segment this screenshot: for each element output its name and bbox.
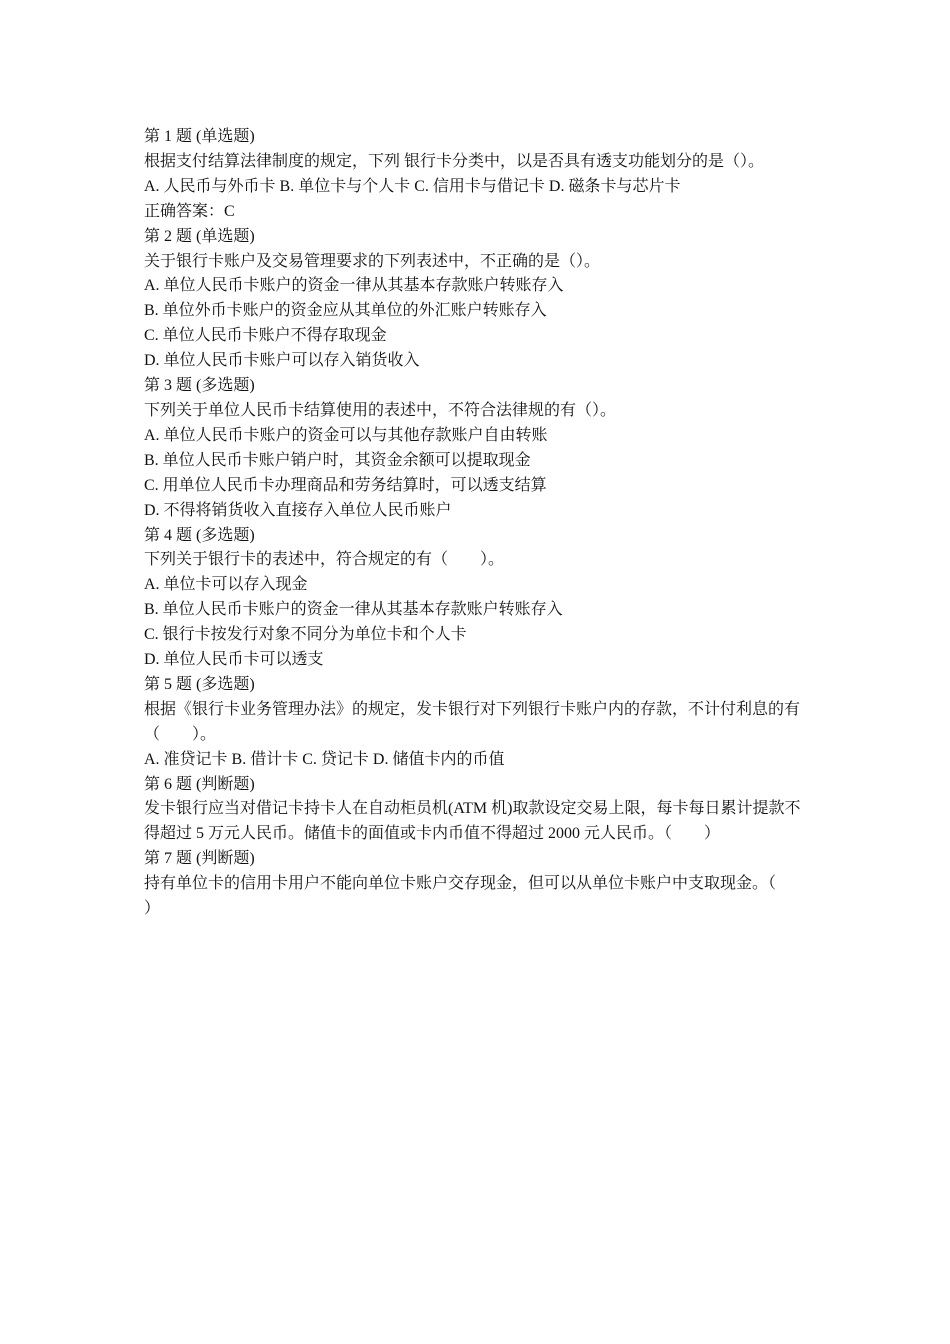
question-4-option-d: D. 单位人民币卡可以透支 <box>144 651 324 669</box>
question-3-option-a: A. 单位人民币卡账户的资金可以与其他存款账户自由转账 <box>144 426 548 444</box>
question-7-stem: 持有单位卡的信用卡用户不能向单位卡账户交存现金，但可以从单位卡账户中支取现金。（ ） <box>144 875 809 918</box>
question-3-header: 第 3 题 (多选题) <box>144 377 255 395</box>
question-2-option-b: B. 单位外币卡账户的资金应从其单位的外汇账户转账存入 <box>144 302 547 320</box>
question-2-option-a: A. 单位人民币卡账户的资金一律从其基本存款账户转账存入 <box>144 277 564 295</box>
question-1-options: A. 人民币与外币卡 B. 单位卡与个人卡 C. 信用卡与借记卡 D. 磁条卡与芯片卡 <box>144 177 681 195</box>
question-3-option-b: B. 单位人民币卡账户销户时，其资金余额可以提取现金 <box>144 451 531 469</box>
question-4-stem: 下列关于银行卡的表述中，符合规定的有（ ）。 <box>144 551 505 569</box>
question-3-option-c: C. 用单位人民币卡办理商品和劳务结算时，可以透支结算 <box>144 476 547 494</box>
document-body <box>144 125 814 922</box>
question-4-header: 第 4 题 (多选题) <box>144 526 255 544</box>
question-4-option-c: C. 银行卡按发行对象不同分为单位卡和个人卡 <box>144 626 467 644</box>
question-3-stem: 下列关于单位人民币卡结算使用的表述中，不符合法律规的有（）。 <box>144 401 617 419</box>
question-2-option-d: D. 单位人民币卡账户可以存入销货收入 <box>144 352 420 370</box>
question-4-option-b: B. 单位人民币卡账户的资金一律从其基本存款账户转账存入 <box>144 601 563 619</box>
question-6-stem: 发卡银行应当对借记卡持卡人在自动柜员机(ATM 机)取款设定交易上限，每卡每日累计提款不得超过 5 万元人民币。储值卡的面值或卡内币值不得超过 2000 元人民币。（ ） <box>144 800 801 843</box>
question-4-option-a: A. 单位卡可以存入现金 <box>144 576 308 594</box>
question-3-option-d: D. 不得将销货收入直接存入单位人民币账户 <box>144 501 452 519</box>
question-1-header: 第 1 题 (单选题) <box>144 128 255 145</box>
question-5-header: 第 5 题 (多选题) <box>144 675 255 693</box>
question-5-options: A. 准贷记卡 B. 借计卡 C. 贷记卡 D. 储值卡内的币值 <box>144 750 505 768</box>
question-1-answer: 正确答案：C <box>144 202 235 220</box>
question-2-stem: 关于银行卡账户及交易管理要求的下列表述中，不正确的是（）。 <box>144 252 601 270</box>
question-2-header: 第 2 题 (单选题) <box>144 227 255 245</box>
question-6-header: 第 6 题 (判断题) <box>144 775 255 793</box>
question-5-stem: 根据《银行卡业务管理办法》的规定，发卡银行对下列银行卡账户内的存款，不计付利息的有（ ）。 <box>144 700 801 743</box>
question-7-header: 第 7 题 (判断题) <box>144 850 255 868</box>
question-1-stem: 根据支付结算法律制度的规定，下列 银行卡分类中，以是否具有透支功能划分的是（）。 <box>144 152 765 170</box>
question-2-option-c: C. 单位人民币卡账户不得存取现金 <box>144 327 387 345</box>
